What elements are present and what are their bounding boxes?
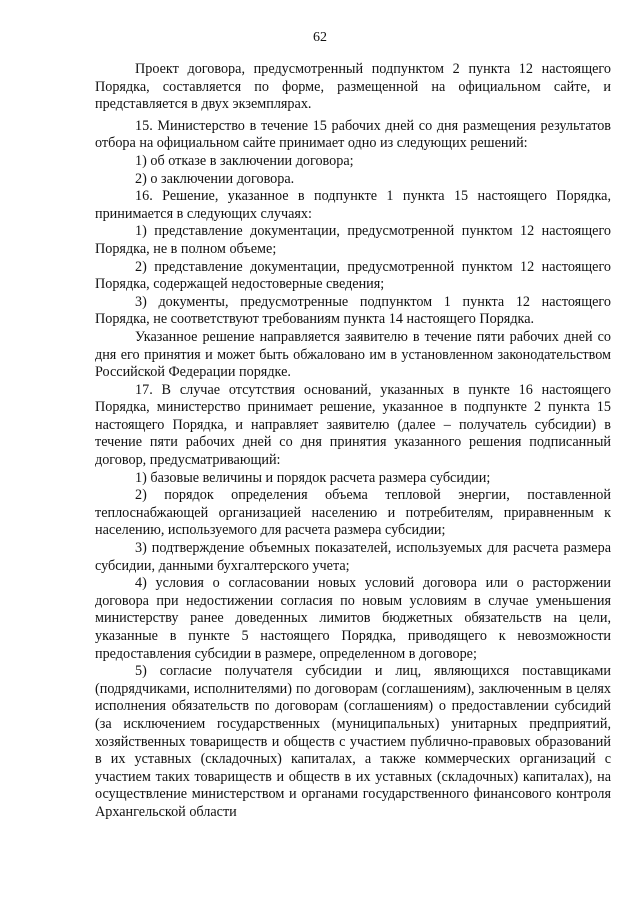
list-item: 1) базовые величины и порядок расчета размера субсидии;	[135, 469, 491, 486]
list-item: 1) об отказе в заключении договора;	[135, 152, 354, 169]
document-body	[95, 61, 611, 822]
page-number: 62	[313, 30, 327, 45]
paragraph: Проект договора, предусмотренный подпунктом 2 пункта 12 настоящего Порядка, составляется по форме, размещенной на официальном сайте, и представляется в двух экземплярах.	[95, 61, 611, 113]
list-item: 4) условия о согласовании новых условий договора или о расторжении договора при недостижении согласия по новым условиям в случае уменьшения министерству ранее доведенных лимитов бюджетных обязательств на цели, указанные в пункте 5 настоящего Порядка, приводящего к невозможности предоставления субсидии в размере, определенном в договоре;	[95, 575, 611, 662]
list-item: 1) представление документации, предусмотренной пунктом 12 настоящего Порядка, не в полном объеме;	[95, 223, 611, 257]
list-item: 2) о заключении договора.	[135, 170, 295, 187]
paragraph: 17. В случае отсутствия оснований, указанных в пункте 16 настоящего Порядка, министерство принимает решение, указанное в подпункте 2 пункта 15 настоящего Порядка, и направляет заявителю (далее – получатель субсидии) в течение пяти рабочих дней со дня принятия указанного решения подписанный договор, предусматривающий:	[95, 381, 611, 469]
paragraph: 16. Решение, указанное в подпункте 1 пункта 15 настоящего Порядка, принимается в следующих случаях:	[95, 188, 611, 222]
list-item: 2) представление документации, предусмотренной пунктом 12 настоящего Порядка, содержащей недостоверные сведения;	[95, 258, 611, 293]
list-item: 2) порядок определения объема тепловой энергии, поставленной теплоснабжающей организацией населению и потребителям, приравненным к населению, используемого для расчета размера субсидии;	[95, 487, 611, 539]
list-item: 3) подтверждение объемных показателей, используемых для расчета размера субсидии, данными бухгалтерского учета;	[95, 540, 611, 574]
paragraph: 15. Министерство в течение 15 рабочих дней со дня размещения результатов отбора на официальном сайте принимает одно из следующих решений:	[95, 117, 611, 152]
paragraph: Указанное решение направляется заявителю в течение пяти рабочих дней со дня его принятия и может быть обжаловано им в установленном законодательством Российской Федерации порядке.	[95, 328, 611, 381]
list-item: 3) документы, предусмотренные подпунктом 1 пункта 12 настоящего Порядка, не соответствуют требованиям пункта 14 настоящего Порядка.	[95, 293, 611, 328]
list-item: 5) согласие получателя субсидии и лиц, являющихся поставщиками (подрядчиками, исполнителями) по договорам (соглашениям), заключенным в целях исполнения обязательств по договорам (соглашениям) о предоставлении субсидий (за исключением государственных (муниципальных) унитарных предприятий, хозяйственных товариществ и обществ с участием публично-правовых образований в их уставных (складочных) капиталах, а также коммерческих организаций с участием таких товариществ и обществ в их уставных (складочных) капиталах), на осуществление министерством и органами государственного финансового контроля Архангельской области	[95, 663, 611, 820]
